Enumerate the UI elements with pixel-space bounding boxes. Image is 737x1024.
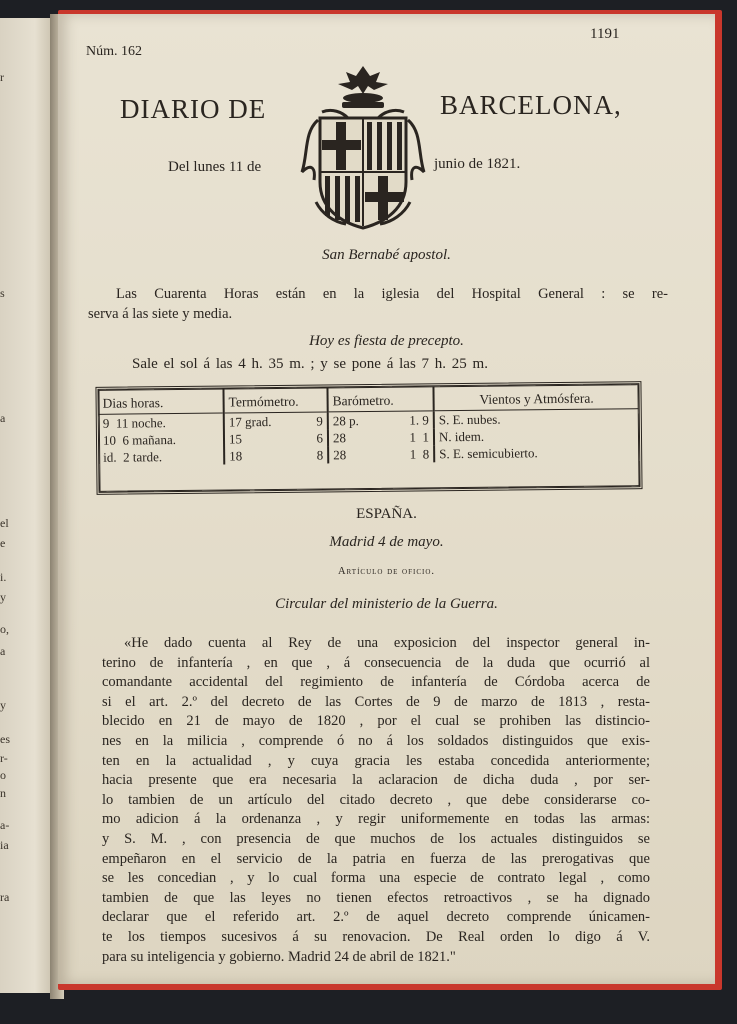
left-page-fragment: r (0, 70, 4, 84)
body-line: te los tiempos sucesivos á su renovacion. De Real orden lo digo á V. (102, 928, 650, 945)
weather-hour: 11 noche. (115, 414, 166, 431)
left-page-fragment: n (0, 786, 6, 800)
weather-wind: S. E. nubes. (438, 411, 501, 427)
weather-barometer: 28 p. (332, 412, 359, 428)
barcelona-coat-of-arms-icon (298, 62, 428, 232)
body-line: nes en la milicia , comprende ó no á los soldados distinguidos que exis- (102, 732, 650, 749)
weather-header-days: Dias horas. (98, 389, 223, 415)
cuarenta-horas-line: Las Cuarenta Horas están en la iglesia del Hospital General : se re- (116, 286, 668, 302)
date-line-left: Del lunes 11 de (168, 159, 262, 175)
masthead-title-right: BARCELONA, (440, 90, 622, 120)
newspaper-page (58, 10, 722, 990)
body-line: hacia presente que era necesaria la aclaracion de dicha duda , por ser- (102, 772, 650, 789)
left-page-fragment: a- (0, 818, 10, 832)
weather-temp: 17 grad. (228, 413, 272, 429)
left-page-fragment: es (0, 732, 10, 746)
body-line: empeñaron en el servicio de la patria en fuerza de las prerogativas que (102, 850, 650, 867)
circular-body (102, 634, 650, 967)
feast-notice: Hoy es fiesta de precepto. (309, 333, 464, 349)
saint-of-the-day: San Bernabé apostol. (322, 247, 451, 263)
left-page-fragment: r- (0, 751, 8, 765)
body-line: ten en la actualidad , y cuya gracia les estaba concedida anteriormente; (102, 752, 650, 769)
body-line: se les concedian , y lo cual forma una especie de contrato legal , como (102, 870, 650, 887)
left-neighbour-page (0, 18, 52, 993)
left-page-fragment: y (0, 590, 6, 604)
weather-barometer-lines: 1. (409, 411, 420, 428)
weather-barometer: 28 (333, 446, 347, 462)
cuarenta-horas-line: serva á las siete y media. (88, 306, 233, 322)
left-page-fragment: e (0, 536, 6, 550)
weather-header-winds: Vientos y Atmósfera. (433, 384, 638, 411)
body-line: si el art. 2.º del decreto de las Cortes de 9 de marzo de 1813 , resta- (102, 693, 650, 710)
body-line: y S. M. , con presencia de que muchos de los actuales distinguidos se (102, 830, 650, 847)
weather-hour: 2 tarde. (122, 448, 163, 465)
weather-temp-fraction: 8 (316, 446, 324, 463)
masthead-title-left: DIARIO DE (120, 94, 267, 124)
weather-wind: N. idem. (438, 428, 485, 444)
left-page-fragment: s (0, 286, 5, 300)
body-line: «He dado cuenta al Rey de una exposicion del inspector general in- (124, 635, 650, 651)
body-line: comandante accidental del regimiento de infantería de Córdoba acerca de (102, 674, 650, 691)
weather-day: 9 (102, 415, 110, 431)
weather-day: 10 (102, 432, 117, 448)
left-page-fragment: el (0, 516, 9, 530)
left-page-fragment: ia (0, 838, 9, 852)
weather-temp-fraction: 9 (316, 412, 323, 429)
body-line: mo adicion á la ordenanza , y regir uniformemente en todas las armas: (102, 811, 650, 828)
weather-day: id. (103, 449, 117, 465)
body-line: blecido en 21 de mayo de 1820 , por el cual se prohiben las distincio- (102, 713, 650, 730)
body-line: lo tambien de un artículo del citado decreto , que debe considerarse co- (102, 791, 650, 808)
page-paper (58, 14, 715, 984)
weather-temp-fraction: 6 (316, 429, 324, 446)
cuarenta-horas-notice (88, 284, 668, 324)
weather-barometer-points: 8 (422, 445, 430, 461)
page-number: 1191 (590, 26, 620, 42)
weather-hour: 6 mañana. (122, 431, 177, 448)
weather-temp: 15 (228, 430, 243, 446)
sunrise-sunset: Sale el sol á las 4 h. 35 m. ; y se pone á las 7 h. 25 m. (132, 356, 488, 372)
section-article-type: Artículo de oficio. (337, 566, 436, 577)
weather-header-barometer: Barómetro. (327, 386, 433, 412)
left-page-fragment: a (0, 411, 6, 425)
issue-number: Núm. 162 (86, 44, 142, 59)
left-page-fragment: ra (0, 890, 10, 904)
left-page-fragment: y (0, 698, 6, 712)
weather-temp: 18 (229, 447, 243, 463)
section-dateline: Madrid 4 de mayo. (329, 534, 444, 550)
body-line: declarar que el referido art. 2.º de aquel decreto comprende únicamen- (102, 909, 650, 926)
weather-barometer: 28 (332, 429, 347, 445)
left-page-fragment: a (0, 644, 6, 658)
section-country: ESPAÑA. (356, 506, 417, 522)
body-line: terino de infantería , en que , á consecuencia de la duda que ocurrió al (102, 654, 650, 671)
body-line: para su inteligencia y gobierno. Madrid 24 de abril de 1821." (102, 948, 456, 965)
weather-barometer-lines: 1 (409, 429, 417, 445)
weather-table (95, 381, 642, 495)
weather-barometer-points: 9 (422, 411, 429, 427)
weather-header-thermometer: Termómetro. (223, 387, 327, 413)
date-line-right: junio de 1821. (434, 156, 521, 172)
circular-title: Circular del ministerio de la Guerra. (275, 596, 498, 612)
left-page-fragment: o (0, 768, 6, 782)
body-line: tambien de que las leyes no tienen efectos retroactivos , se ha dignado (102, 889, 650, 906)
weather-wind: S. E. semicubierto. (439, 444, 538, 461)
weather-barometer-points: 1 (422, 428, 430, 444)
left-page-fragment: i. (0, 570, 7, 584)
left-page-fragment: o, (0, 622, 9, 636)
weather-barometer-lines: 1 (409, 446, 417, 462)
